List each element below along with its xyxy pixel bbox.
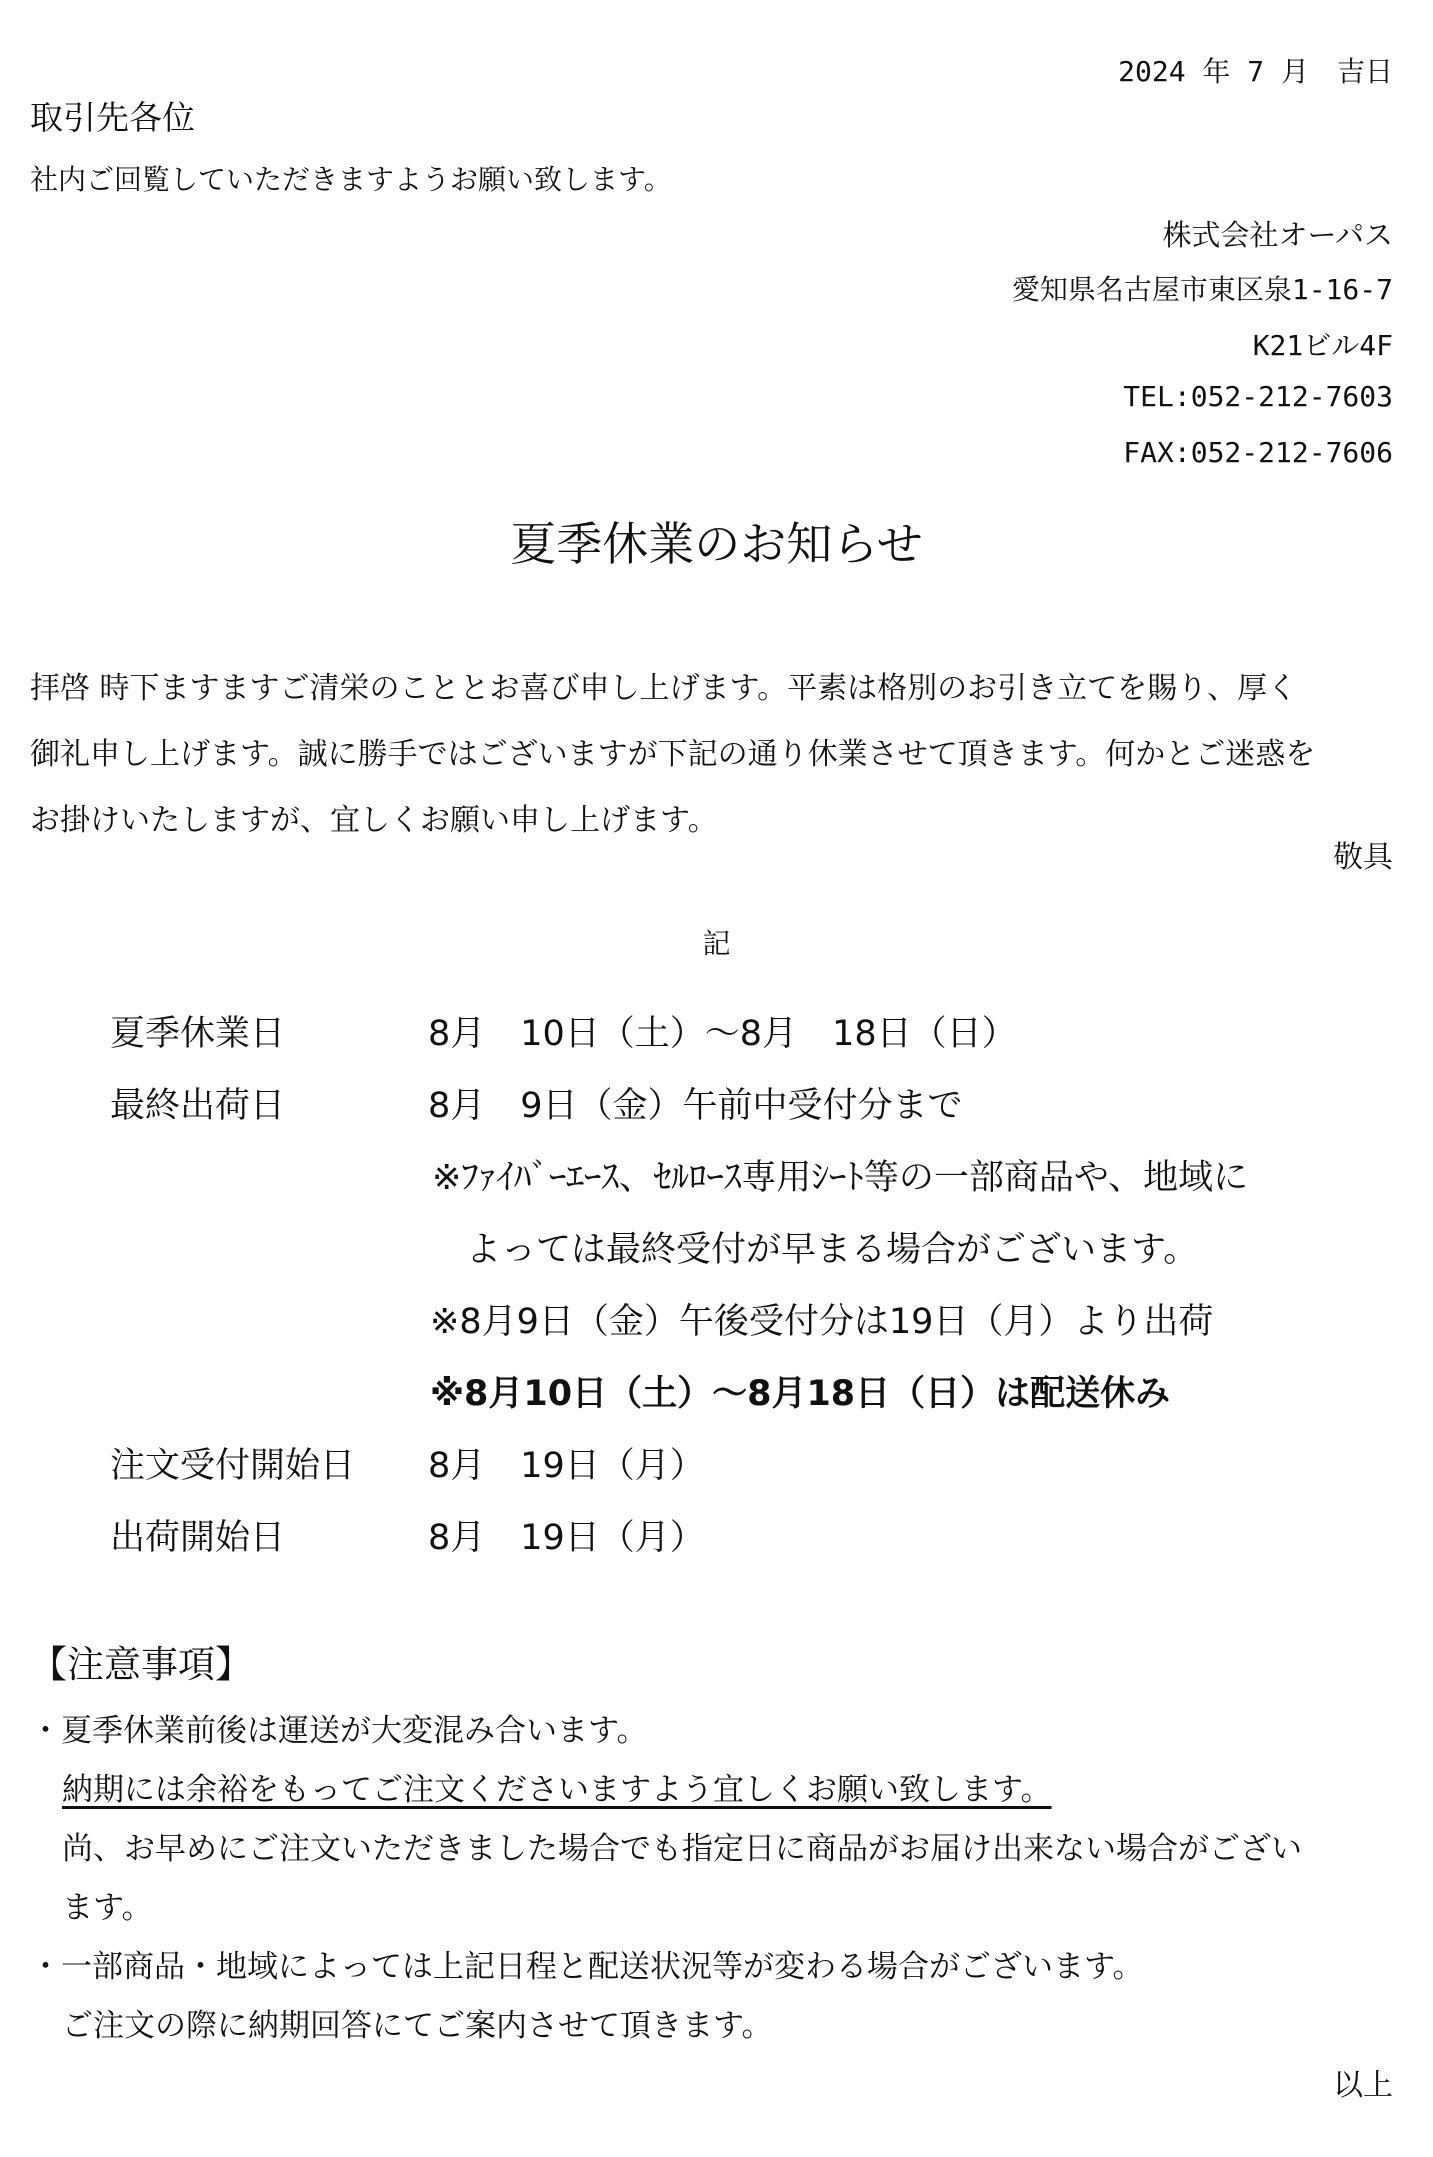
schedule-note: ※8月9日（金）午後受付分は19日（月）より出荷: [430, 1302, 1214, 1342]
greeting-line: 御礼申し上げます。誠に勝手ではございますが下記の通り休業させて頂きます。何かとご迷惑を: [30, 737, 1316, 772]
order-start-value: 8月 19日（月）: [428, 1446, 705, 1486]
ki-marker: 記: [702, 927, 731, 960]
order-start-label: 注文受付開始日: [110, 1446, 356, 1486]
recipient: 取引先各位: [30, 98, 195, 137]
caution-line: ご注文の際に納期回答にてご案内させて頂きます。: [62, 2008, 773, 2044]
caution-line: ・夏季休業前後は運送が大変混み合います。: [30, 1713, 648, 1749]
last-shipping-value: 8月 9日（金）午前中受付分まで: [428, 1086, 963, 1126]
sender-tel: TEL:052-212-7603: [1123, 380, 1393, 413]
greeting-paragraph: [30, 656, 1403, 854]
summer-holiday-value: 8月 10日（土）～8月 18日（日）: [428, 1014, 1017, 1054]
caution-heading: 【注意事項】: [30, 1643, 252, 1686]
last-shipping-label: 最終出荷日: [110, 1086, 286, 1126]
caution-line: 尚、お早めにご注文いただきました場合でも指定日に商品がお届け出来ない場合がござい: [62, 1831, 1302, 1867]
page-title: 夏季休業のお知らせ: [510, 517, 923, 571]
caution-line-underlined: 納期には余裕をもってご注文くださいますよう宜しくお願い致します。: [62, 1772, 1052, 1808]
closing-ijou: 以上: [1333, 2068, 1393, 2103]
sender-building: K21ビル4F: [1252, 329, 1393, 362]
shipping-start-label: 出荷開始日: [110, 1518, 286, 1558]
circulation-note: 社内ご回覧していただきますようお願い致します。: [30, 163, 672, 196]
sender-fax: FAX:052-212-7606: [1123, 436, 1393, 469]
schedule-note: ※ﾌｧｲﾊﾞｰｴｰｽ、ｾﾙﾛｰｽ専用ｼｰﾄ等の一部商品や、地域に: [432, 1158, 1249, 1198]
shipping-start-value: 8月 19日（月）: [428, 1518, 705, 1558]
summer-holiday-label: 夏季休業日: [110, 1014, 286, 1054]
schedule-note-bold: ※8月10日（土）～8月18日（日）は配送休み: [430, 1374, 1171, 1414]
greeting-line: 拝啓 時下ますますご清栄のこととお喜び申し上げます。平素は格別のお引き立てを賜り、厚く: [30, 671, 1298, 706]
sender-company: 株式会社オーパス: [1162, 218, 1393, 252]
schedule-note: よっては最終受付が早まる場合がございます。: [466, 1230, 1199, 1270]
caution-line: ・一部商品・地域によっては上記日程と配送状況等が変わる場合がございます。: [30, 1949, 1144, 1985]
sender-address: 愛知県名古屋市東区泉1-16-7: [1011, 273, 1393, 306]
caution-line: ます。: [62, 1890, 153, 1926]
issue-date: 2024 年 7 月 吉日: [1118, 55, 1393, 88]
greeting-line: お掛けいたしますが、宜しくお願い申し上げます。: [30, 803, 718, 838]
closing-keigu: 敬具: [1333, 840, 1393, 875]
